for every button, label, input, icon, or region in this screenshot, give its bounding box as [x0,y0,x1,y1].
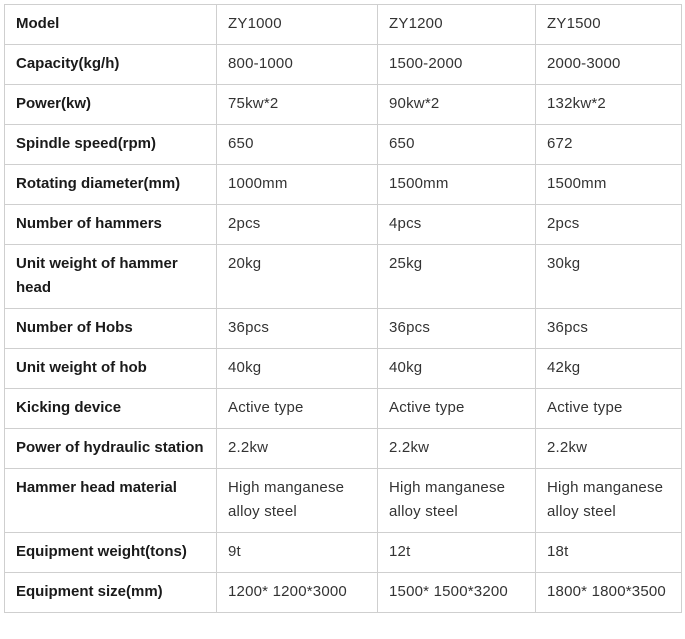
row-value-cell: 36pcs [217,309,378,349]
row-value-cell: 800-1000 [217,45,378,85]
table-row [5,309,682,349]
table-row [5,469,682,533]
row-label-cell: Power of hydraulic station [5,429,217,469]
table-row [5,125,682,165]
row-label-cell: Number of Hobs [5,309,217,349]
row-value-cell: 672 [536,125,682,165]
row-value-cell: 12t [378,533,536,573]
header-row [5,5,682,45]
row-value-cell: 2.2kw [536,429,682,469]
row-label-cell: Unit weight of hammer head [5,245,217,309]
row-value-cell: 1500-2000 [378,45,536,85]
table-row [5,533,682,573]
row-value-cell: 650 [378,125,536,165]
row-value-cell: 2.2kw [378,429,536,469]
row-value-cell: 2pcs [536,205,682,245]
row-value-cell: 4pcs [378,205,536,245]
row-label-cell: Rotating diameter(mm) [5,165,217,205]
table-row [5,165,682,205]
table-row [5,245,682,309]
header-model-cell: ZY1000 [217,5,378,45]
row-value-cell: 1000mm [217,165,378,205]
row-value-cell: 1200* 1200*3000 [217,573,378,613]
row-value-cell: 90kw*2 [378,85,536,125]
table-row [5,205,682,245]
row-value-cell: 36pcs [536,309,682,349]
row-value-cell: 132kw*2 [536,85,682,125]
header-model-cell: ZY1200 [378,5,536,45]
row-value-cell: 2.2kw [217,429,378,469]
row-value-cell: 20kg [217,245,378,309]
row-label-cell: Kicking device [5,389,217,429]
row-value-cell: 650 [217,125,378,165]
row-value-cell: 40kg [378,349,536,389]
row-value-cell: High manganese alloy steel [378,469,536,533]
row-value-cell: 30kg [536,245,682,309]
header-label-cell: Model [5,5,217,45]
row-label-cell: Equipment weight(tons) [5,533,217,573]
row-value-cell: 2000-3000 [536,45,682,85]
row-value-cell: 42kg [536,349,682,389]
row-label-cell: Capacity(kg/h) [5,45,217,85]
table-row [5,85,682,125]
header-model-cell: ZY1500 [536,5,682,45]
row-value-cell: 36pcs [378,309,536,349]
row-value-cell: 18t [536,533,682,573]
row-value-cell: High manganese alloy steel [217,469,378,533]
row-value-cell: 1500mm [378,165,536,205]
table-row [5,349,682,389]
row-value-cell: 1800* 1800*3500 [536,573,682,613]
row-value-cell: 40kg [217,349,378,389]
row-value-cell: Active type [217,389,378,429]
table-row [5,573,682,613]
row-value-cell: 1500* 1500*3200 [378,573,536,613]
row-value-cell: High manganese alloy steel [536,469,682,533]
row-label-cell: Hammer head material [5,469,217,533]
row-label-cell: Unit weight of hob [5,349,217,389]
row-value-cell: 25kg [378,245,536,309]
row-value-cell: 2pcs [217,205,378,245]
row-value-cell: 75kw*2 [217,85,378,125]
row-value-cell: Active type [378,389,536,429]
row-label-cell: Spindle speed(rpm) [5,125,217,165]
table-row [5,389,682,429]
row-label-cell: Number of hammers [5,205,217,245]
table-row [5,429,682,469]
row-value-cell: 1500mm [536,165,682,205]
row-label-cell: Equipment size(mm) [5,573,217,613]
spec-table-body [5,5,682,613]
table-row [5,45,682,85]
spec-table [4,4,682,613]
row-value-cell: 9t [217,533,378,573]
row-label-cell: Power(kw) [5,85,217,125]
row-value-cell: Active type [536,389,682,429]
